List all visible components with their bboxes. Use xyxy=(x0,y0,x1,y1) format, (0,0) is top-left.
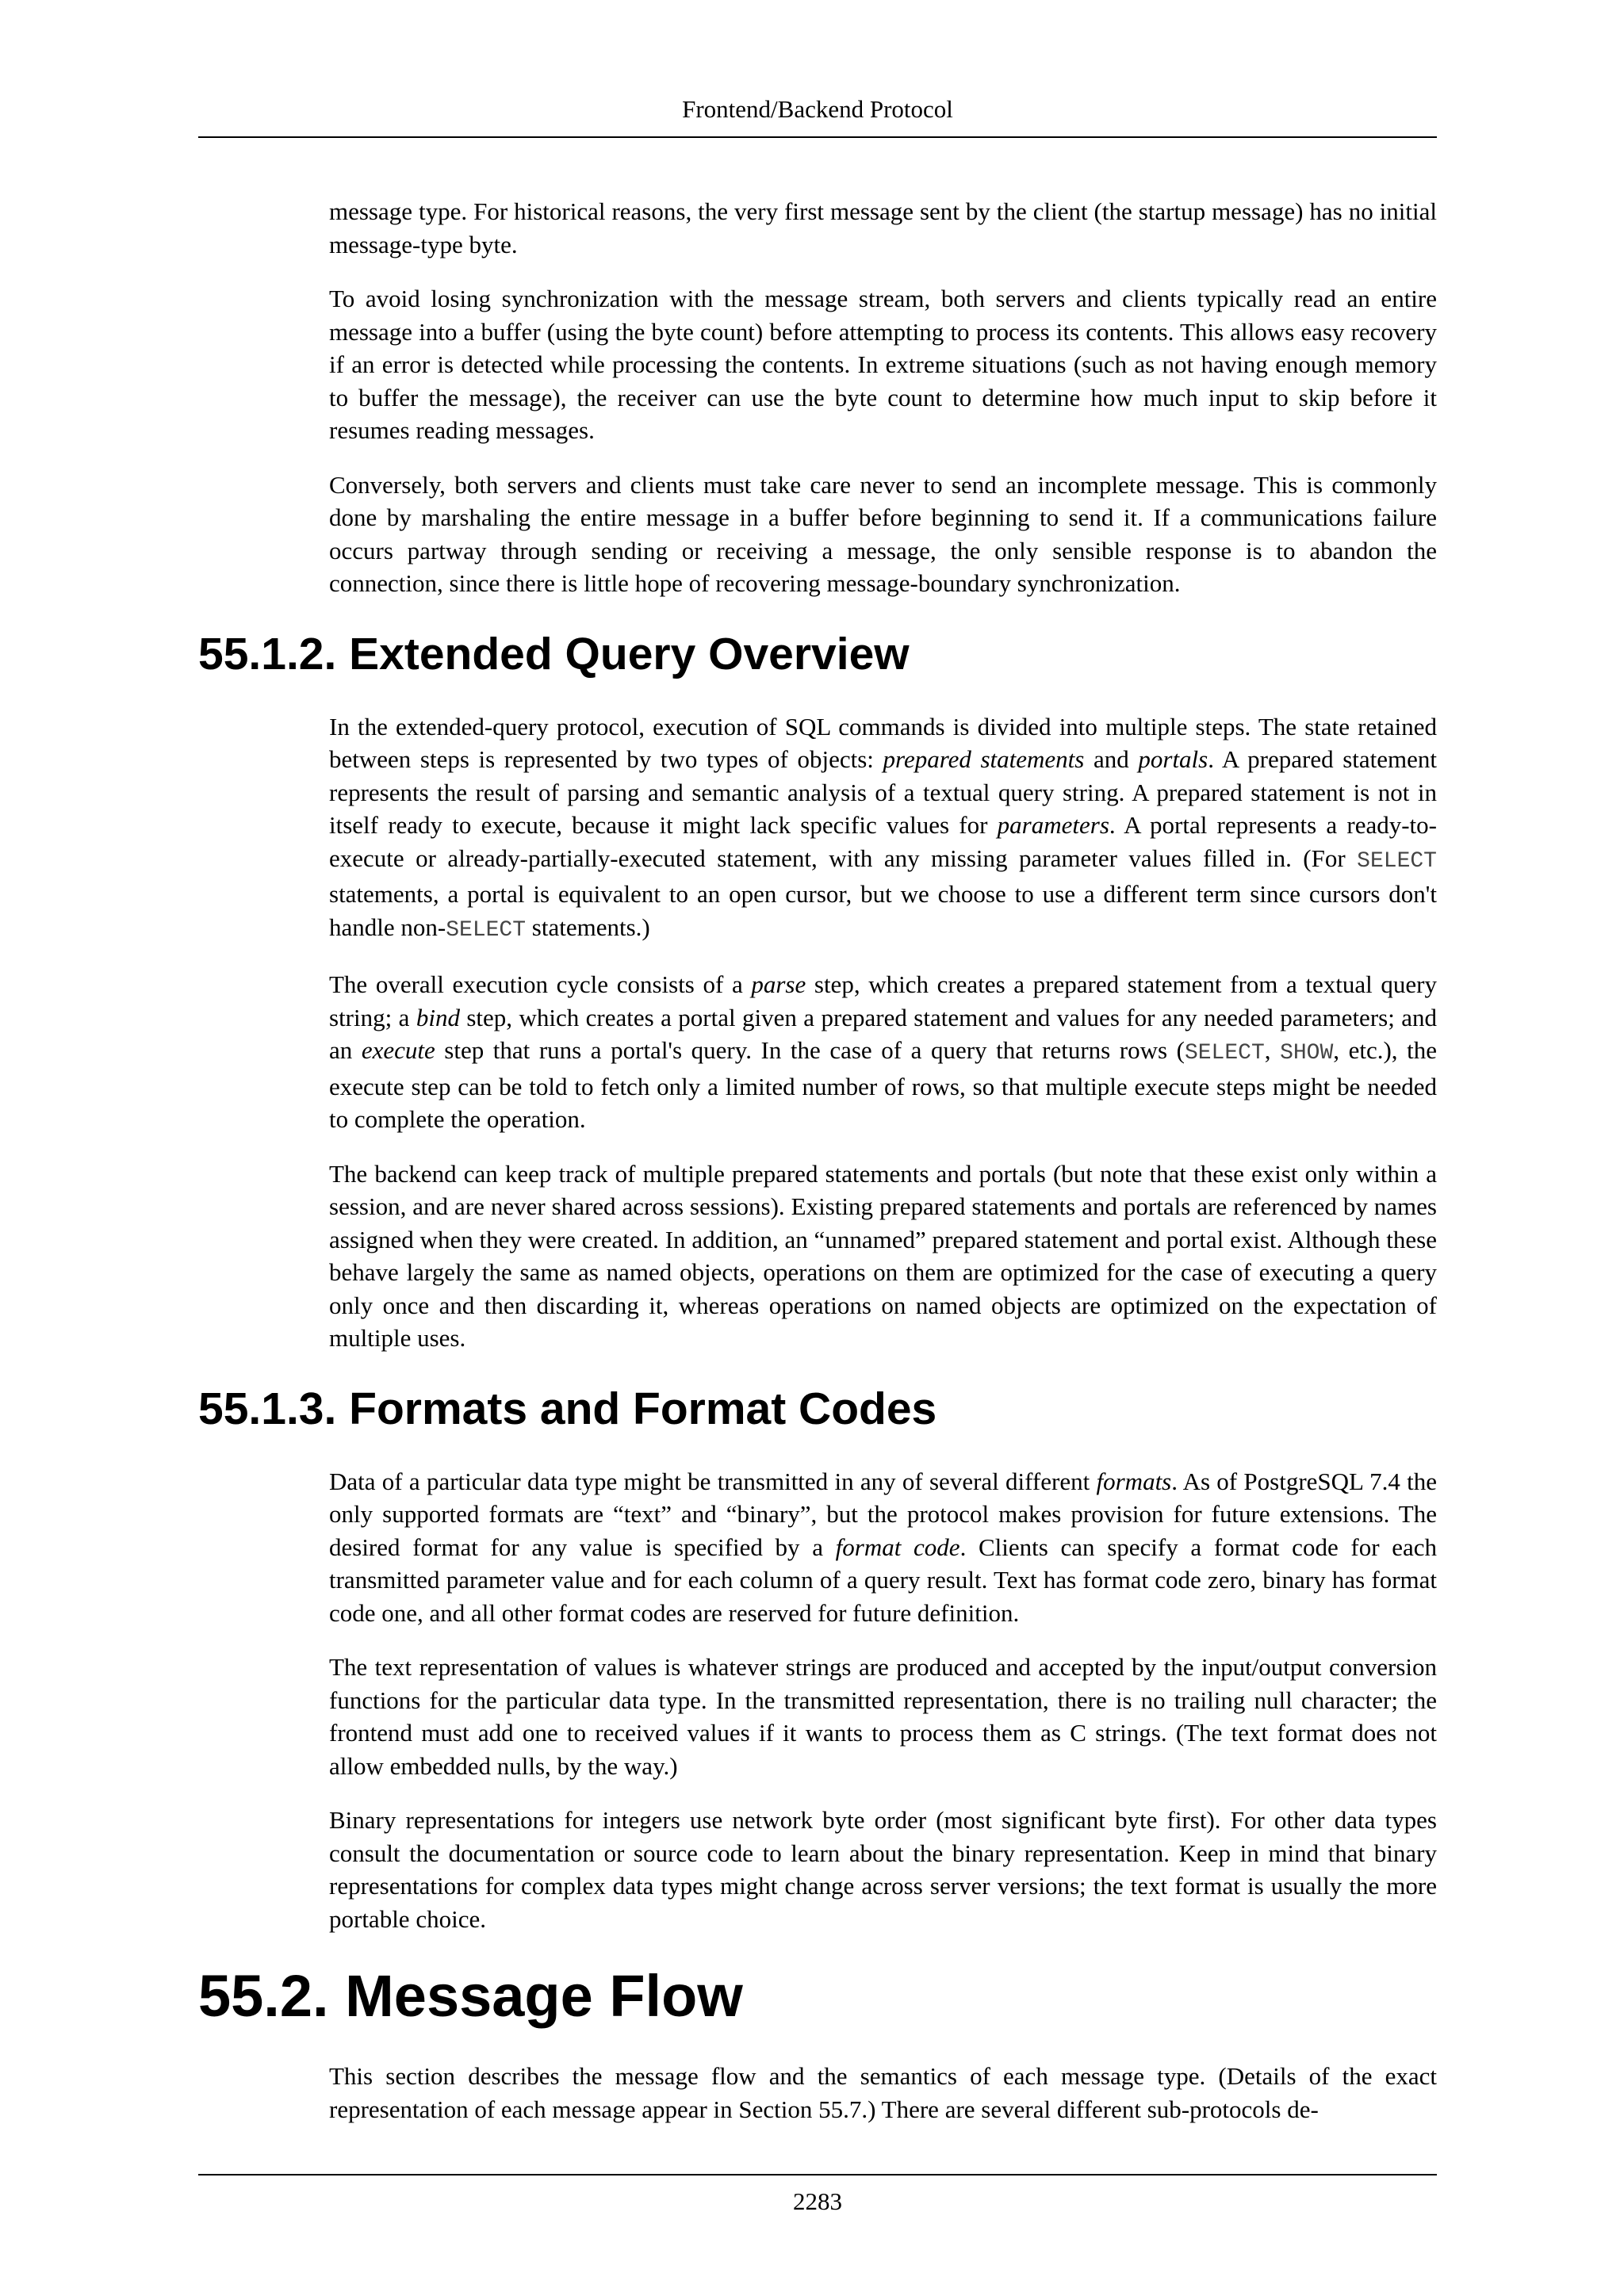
term-prepared-statements: prepared statements xyxy=(883,745,1085,773)
paragraph-message-type: message type. For historical reasons, the very first message sent by the client (the startup message) has no initial message-type byte. xyxy=(329,197,1437,258)
text-run: . Clients can specify a format code for each transmitted parameter value and for each column of a query result. Text has format code zero, binary has format code one, and all other format codes are reserved for future definition. xyxy=(329,1533,1437,1627)
text-run: statements.) xyxy=(526,913,650,941)
paragraph-extended-query-protocol xyxy=(329,710,1437,947)
page-number: 2283 xyxy=(793,2187,842,2215)
term-portals: portals xyxy=(1138,745,1208,773)
term-parse: parse xyxy=(751,970,806,998)
text-run: step, which creates a prepared statement from a textual query string; a xyxy=(329,970,1437,1031)
text-run: The overall execution cycle consists of a xyxy=(329,970,752,998)
text-run: step that runs a portal's query. In the case of a query that returns rows ( xyxy=(435,1036,1185,1064)
term-execute: execute xyxy=(361,1036,435,1064)
term-format-code: format code xyxy=(835,1533,960,1561)
paragraph-incomplete-message: Conversely, both servers and clients must take care never to send an incomplete message. This is commonly done by marshaling the entire message in a buffer before beginning to send it. If a communications failure occurs partway through sending or receiving a message, the only sensible response is to abandon the connection, since there is little hope of recovering message-boundary synchronization. xyxy=(329,470,1437,597)
text-run: Data of a particular data type might be transmitted in any of several different xyxy=(329,1467,1097,1495)
text-run: step, which creates a portal given a prepared statement and values for any needed parameters; and an xyxy=(329,1003,1437,1064)
heading-formats-and-format-codes: 55.1.3. Formats and Format Codes xyxy=(198,1383,937,1434)
paragraph-backend-tracking: The backend can keep track of multiple prepared statements and portals (but note that these exist only within a session, and are never shared across sessions). Existing prepared statements and portals are referenced by names assigned when they were created. In addition, an “unnamed” prepared statement and portal exist. Although these behave largely the same as named objects, operations on them are optimized for the case of executing a query only once and then discarding it, whereas operations on named objects are optimized on the expectation of multiple uses. xyxy=(329,1159,1437,1352)
term-parameters: parameters xyxy=(997,811,1109,839)
footer-rule xyxy=(198,2174,1437,2175)
text-run: In the extended-query protocol, execution of SQL commands is divided into multiple steps. The state retained between steps is represented by two types of objects: xyxy=(329,712,1437,773)
code-select: SELECT xyxy=(1357,848,1437,874)
text-run: . A prepared statement represents the result of parsing and semantic analysis of a textual query string. A prepared statement is not in itself ready to execute, because it might lack specific values for xyxy=(329,745,1438,839)
paragraph-text-representation: The text representation of values is whatever strings are produced and accepted by the input/output conversion functions for the particular data type. In the transmitted representation, there is no trailing null character; the frontend must add one to received values if it wants to process them as C strings. (The text format does not allow embedded nulls, by the way.) xyxy=(329,1653,1437,1780)
text-run: . A portal represents a ready-to-execute or already-partially-executed statement, with any missing parameter values filled in. (For xyxy=(329,811,1437,872)
text-run: , etc.), the execute step can be told to fetch only a limited number of rows, so that multiple execute steps might be needed to complete the operation. xyxy=(329,1036,1437,1133)
heading-message-flow: 55.2. Message Flow xyxy=(198,1963,743,2029)
heading-extended-query-overview: 55.1.2. Extended Query Overview xyxy=(198,628,910,679)
paragraph-binary-representation: Binary representations for integers use network byte order (most significant byte first). For other data types consult the documentation or source code to learn about the binary representation. Keep in mind that binary representations for complex data types might change across server versions; the text format is usually the more portable choice. xyxy=(329,1806,1437,1933)
text-run: statements, a portal is equivalent to an open cursor, but we choose to use a different term since cursors don't handle non- xyxy=(329,880,1437,941)
page-body xyxy=(0,195,1624,2147)
paragraph-synchronization: To avoid losing synchronization with the message stream, both servers and clients typically read an entire message into a buffer (using the byte count) before attempting to process its contents. This allows easy recovery if an error is detected while processing the contents. In extreme situations (such as not having enough memory to buffer the message), the receiver can use the byte count to determine how much input to skip before it resumes reading messages. xyxy=(329,285,1437,444)
running-header: Frontend/Backend Protocol xyxy=(682,95,953,123)
code-select: SELECT xyxy=(1184,1041,1265,1066)
term-bind: bind xyxy=(416,1003,460,1031)
code-show: SHOW xyxy=(1280,1041,1334,1066)
term-formats: formats xyxy=(1096,1467,1172,1495)
text-run: and xyxy=(1084,745,1139,773)
text-run: , xyxy=(1264,1036,1281,1064)
paragraph-message-flow-intro: This section describes the message flow and the semantics of each message type. (Details of the exact representation of each message appear in Section 55.7.) There are several different sub-protocols de- xyxy=(329,2062,1437,2123)
paragraph-execution-cycle xyxy=(329,968,1437,1136)
text-run: . As of PostgreSQL 7.4 the only supported formats are “text” and “binary”, but the protocol makes provision for future extensions. The desired format for any value is specified by a xyxy=(329,1467,1438,1561)
code-select: SELECT xyxy=(446,917,527,943)
paragraph-formats xyxy=(329,1465,1437,1630)
header-rule xyxy=(198,136,1437,138)
